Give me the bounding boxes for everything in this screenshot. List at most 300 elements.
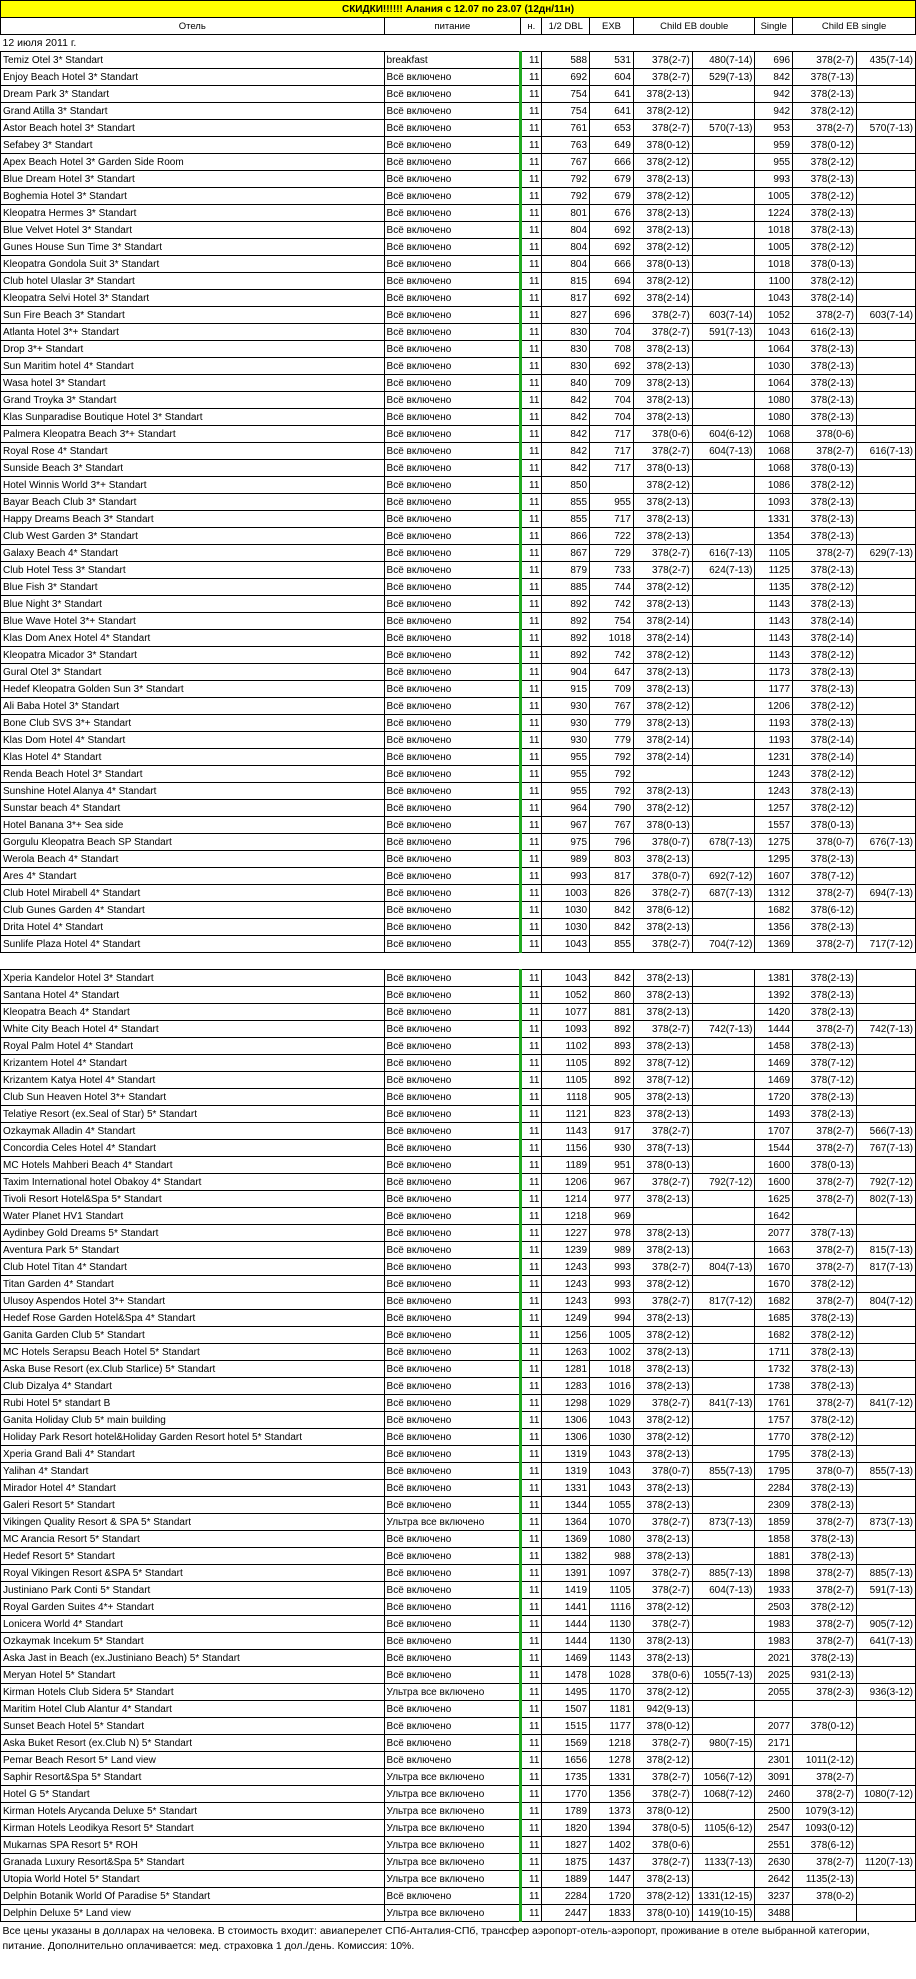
- single-price: 1193: [755, 732, 793, 749]
- child-eb-double-1: 378(2-7): [633, 1769, 692, 1786]
- child-eb-single-1: 378(2-12): [793, 239, 857, 256]
- nights: 11: [521, 1429, 542, 1446]
- child-eb-single-2: [857, 715, 916, 732]
- single-price: 1859: [755, 1514, 793, 1531]
- hotel-row: [1, 545, 916, 562]
- hotel-row: [1, 1293, 916, 1310]
- single-price: 1369: [755, 936, 793, 953]
- single-price: 1093: [755, 494, 793, 511]
- child-eb-single-2: [857, 732, 916, 749]
- exb-price: 717: [590, 511, 634, 528]
- hotel-row: [1, 1888, 916, 1905]
- dbl-price: 842: [542, 443, 590, 460]
- hotel-name: Yalihan 4* Standart: [1, 1463, 385, 1480]
- exb-price: 1720: [590, 1888, 634, 1905]
- child-eb-double-2: [692, 1718, 755, 1735]
- meal-plan: Всё включено: [384, 987, 521, 1004]
- single-price: 1080: [755, 392, 793, 409]
- hotel-row: [1, 1463, 916, 1480]
- child-eb-single-2: 1120(7-13): [857, 1854, 916, 1871]
- child-eb-double-1: 378(2-13): [633, 375, 692, 392]
- child-eb-single-1: [793, 1701, 857, 1718]
- exb-price: 893: [590, 1038, 634, 1055]
- nights: 11: [521, 86, 542, 103]
- child-eb-single-2: [857, 426, 916, 443]
- meal-plan: Всё включено: [384, 375, 521, 392]
- child-eb-double-1: 378(2-7): [633, 1259, 692, 1276]
- meal-plan: Всё включено: [384, 596, 521, 613]
- hotel-name: Ganita Garden Club 5* Standart: [1, 1327, 385, 1344]
- exb-price: 1018: [590, 1361, 634, 1378]
- exb-price: [590, 477, 634, 494]
- meal-plan: Всё включено: [384, 1599, 521, 1616]
- hotel-name: Club Sun Heaven Hotel 3*+ Standart: [1, 1089, 385, 1106]
- child-eb-double-1: 378(2-12): [633, 154, 692, 171]
- child-eb-double-1: 378(2-13): [633, 1361, 692, 1378]
- child-eb-double-2: 591(7-13): [692, 324, 755, 341]
- nights: 11: [521, 1157, 542, 1174]
- child-eb-single-2: [857, 1752, 916, 1769]
- child-eb-single-1: 378(2-13): [793, 851, 857, 868]
- child-eb-double-2: [692, 1871, 755, 1888]
- exb-price: 1030: [590, 1429, 634, 1446]
- nights: 11: [521, 1531, 542, 1548]
- nights: 11: [521, 324, 542, 341]
- child-eb-single-1: 378(0-7): [793, 1463, 857, 1480]
- child-eb-single-1: 378(2-14): [793, 630, 857, 647]
- child-eb-double-2: [692, 256, 755, 273]
- dbl-price: 1256: [542, 1327, 590, 1344]
- hotel-row: [1, 1038, 916, 1055]
- child-eb-single-1: 378(2-12): [793, 1429, 857, 1446]
- exb-price: 1028: [590, 1667, 634, 1684]
- single-price: 1898: [755, 1565, 793, 1582]
- hotel-row: [1, 426, 916, 443]
- hotel-row: [1, 1089, 916, 1106]
- child-eb-single-2: [857, 630, 916, 647]
- nights: 11: [521, 970, 542, 987]
- exb-price: 951: [590, 1157, 634, 1174]
- meal-plan: Всё включено: [384, 1259, 521, 1276]
- exb-price: 1170: [590, 1684, 634, 1701]
- nights: 11: [521, 613, 542, 630]
- child-eb-single-2: [857, 69, 916, 86]
- exb-price: 679: [590, 171, 634, 188]
- meal-plan: Всё включено: [384, 919, 521, 936]
- hotel-row: [1, 987, 916, 1004]
- nights: 11: [521, 562, 542, 579]
- child-eb-double-1: 378(2-7): [633, 1123, 692, 1140]
- child-eb-single-1: 378(2-14): [793, 613, 857, 630]
- child-eb-double-2: [692, 715, 755, 732]
- single-price: 1030: [755, 358, 793, 375]
- single-price: 1257: [755, 800, 793, 817]
- col-child-eb-double: Child EB double: [633, 18, 755, 35]
- single-price: 1711: [755, 1344, 793, 1361]
- child-eb-double-1: 378(2-13): [633, 664, 692, 681]
- child-eb-double-2: [692, 1191, 755, 1208]
- nights: 11: [521, 375, 542, 392]
- separator-cell: [1, 953, 916, 970]
- hotel-row: [1, 1837, 916, 1854]
- nights: 11: [521, 1650, 542, 1667]
- single-price: 1100: [755, 273, 793, 290]
- hotel-name: Hotel Banana 3*+ Sea side: [1, 817, 385, 834]
- exb-price: 790: [590, 800, 634, 817]
- child-eb-double-2: [692, 477, 755, 494]
- exb-price: 955: [590, 494, 634, 511]
- nights: 11: [521, 1854, 542, 1871]
- child-eb-double-2: [692, 1803, 755, 1820]
- hotel-row: [1, 596, 916, 613]
- child-eb-double-2: 817(7-12): [692, 1293, 755, 1310]
- nights: 11: [521, 1667, 542, 1684]
- child-eb-double-1: 378(2-13): [633, 1242, 692, 1259]
- nights: 11: [521, 528, 542, 545]
- hotel-row: [1, 732, 916, 749]
- nights: 11: [521, 1412, 542, 1429]
- nights: 11: [521, 1123, 542, 1140]
- nights: 11: [521, 1259, 542, 1276]
- child-eb-single-2: [857, 1157, 916, 1174]
- child-eb-double-2: [692, 273, 755, 290]
- child-eb-double-1: 378(2-14): [633, 613, 692, 630]
- dbl-price: 1331: [542, 1480, 590, 1497]
- child-eb-single-2: [857, 1497, 916, 1514]
- meal-plan: Всё включено: [384, 1157, 521, 1174]
- dbl-price: 804: [542, 222, 590, 239]
- hotel-row: [1, 1701, 916, 1718]
- child-eb-single-2: 873(7-13): [857, 1514, 916, 1531]
- child-eb-double-1: 378(2-14): [633, 749, 692, 766]
- child-eb-single-2: [857, 1344, 916, 1361]
- hotel-name: Ali Baba Hotel 3* Standart: [1, 698, 385, 715]
- meal-plan: Всё включено: [384, 137, 521, 154]
- child-eb-single-2: [857, 1820, 916, 1837]
- meal-plan: Всё включено: [384, 69, 521, 86]
- exb-price: 842: [590, 970, 634, 987]
- hotel-name: Ozkaymak Incekum 5* Standart: [1, 1633, 385, 1650]
- exb-price: 1402: [590, 1837, 634, 1854]
- child-eb-single-2: [857, 1701, 916, 1718]
- nights: 11: [521, 1735, 542, 1752]
- child-eb-double-2: 1068(7-12): [692, 1786, 755, 1803]
- child-eb-double-2: [692, 1616, 755, 1633]
- child-eb-single-2: [857, 273, 916, 290]
- child-eb-double-2: 570(7-13): [692, 120, 755, 137]
- dbl-price: 1003: [542, 885, 590, 902]
- single-price: 955: [755, 154, 793, 171]
- child-eb-single-2: [857, 1599, 916, 1616]
- child-eb-single-1: 378(0-13): [793, 256, 857, 273]
- child-eb-double-1: [633, 1208, 692, 1225]
- child-eb-single-1: 378(2-13): [793, 1480, 857, 1497]
- child-eb-single-2: [857, 511, 916, 528]
- nights: 11: [521, 987, 542, 1004]
- child-eb-double-2: [692, 970, 755, 987]
- exb-price: 1005: [590, 1327, 634, 1344]
- child-eb-double-2: [692, 1157, 755, 1174]
- child-eb-double-1: 378(2-13): [633, 1378, 692, 1395]
- child-eb-single-1: 378(2-13): [793, 511, 857, 528]
- child-eb-double-1: 378(2-7): [633, 562, 692, 579]
- hotel-name: Grand Atilla 3* Standart: [1, 103, 385, 120]
- child-eb-double-1: 378(2-7): [633, 1174, 692, 1191]
- hotel-row: [1, 1225, 916, 1242]
- child-eb-double-2: [692, 1106, 755, 1123]
- child-eb-double-1: 378(2-13): [633, 222, 692, 239]
- child-eb-double-2: [692, 1310, 755, 1327]
- meal-plan: Всё включено: [384, 1123, 521, 1140]
- exb-price: 1016: [590, 1378, 634, 1395]
- single-price: 1469: [755, 1072, 793, 1089]
- nights: 11: [521, 392, 542, 409]
- hotel-name: Telatiye Resort (ex.Seal of Star) 5* Standart: [1, 1106, 385, 1123]
- single-price: 1707: [755, 1123, 793, 1140]
- child-eb-single-1: 378(2-7): [793, 1786, 857, 1803]
- child-eb-double-2: 704(7-12): [692, 936, 755, 953]
- nights: 11: [521, 477, 542, 494]
- hotel-row: [1, 392, 916, 409]
- child-eb-double-2: 480(7-14): [692, 52, 755, 69]
- hotel-name: Werola Beach 4* Standart: [1, 851, 385, 868]
- meal-plan: Всё включено: [384, 1548, 521, 1565]
- hotel-row: [1, 171, 916, 188]
- dbl-price: 840: [542, 375, 590, 392]
- hotel-row: [1, 273, 916, 290]
- child-eb-double-2: [692, 1633, 755, 1650]
- child-eb-single-1: 378(2-12): [793, 800, 857, 817]
- dbl-price: 1105: [542, 1055, 590, 1072]
- child-eb-double-2: [692, 1429, 755, 1446]
- child-eb-double-2: 1056(7-12): [692, 1769, 755, 1786]
- meal-plan: Всё включено: [384, 579, 521, 596]
- hotel-row: [1, 1582, 916, 1599]
- exb-price: 792: [590, 783, 634, 800]
- exb-price: 729: [590, 545, 634, 562]
- hotel-name: Royal Rose 4* Standart: [1, 443, 385, 460]
- dbl-price: 830: [542, 324, 590, 341]
- single-price: 1135: [755, 579, 793, 596]
- dbl-price: 2447: [542, 1905, 590, 1922]
- nights: 11: [521, 919, 542, 936]
- child-eb-single-1: 378(2-13): [793, 528, 857, 545]
- hotel-name: Royal Vikingen Resort &SPA 5* Standart: [1, 1565, 385, 1582]
- single-price: 2309: [755, 1497, 793, 1514]
- hotel-name: Bayar Beach Club 3* Standart: [1, 494, 385, 511]
- child-eb-double-1: 378(2-12): [633, 1429, 692, 1446]
- child-eb-double-1: 378(2-7): [633, 1293, 692, 1310]
- child-eb-double-1: 378(2-13): [633, 1497, 692, 1514]
- dbl-price: 1444: [542, 1616, 590, 1633]
- meal-plan: Всё включено: [384, 1174, 521, 1191]
- child-eb-single-1: 378(2-7): [793, 443, 857, 460]
- hotel-name: Hedef Rose Garden Hotel&Spa 4* Standart: [1, 1310, 385, 1327]
- single-price: 1243: [755, 783, 793, 800]
- exb-price: 742: [590, 596, 634, 613]
- child-eb-single-1: 378(2-12): [793, 647, 857, 664]
- nights: 11: [521, 1293, 542, 1310]
- col-exb: EXB: [590, 18, 634, 35]
- child-eb-double-2: [692, 341, 755, 358]
- child-eb-double-2: [692, 239, 755, 256]
- hotel-row: [1, 1633, 916, 1650]
- child-eb-double-1: 378(0-12): [633, 1718, 692, 1735]
- meal-plan: Всё включено: [384, 1191, 521, 1208]
- exb-price: 988: [590, 1548, 634, 1565]
- single-price: 1005: [755, 239, 793, 256]
- child-eb-single-1: 616(2-13): [793, 324, 857, 341]
- hotel-row: [1, 1072, 916, 1089]
- child-eb-single-2: [857, 851, 916, 868]
- nights: 11: [521, 307, 542, 324]
- child-eb-single-2: 717(7-12): [857, 936, 916, 953]
- child-eb-double-2: [692, 494, 755, 511]
- child-eb-single-1: 378(2-7): [793, 1259, 857, 1276]
- child-eb-single-1: 378(2-7): [793, 1616, 857, 1633]
- dbl-price: 866: [542, 528, 590, 545]
- nights: 11: [521, 1276, 542, 1293]
- exb-price: 754: [590, 613, 634, 630]
- child-eb-single-2: [857, 1225, 916, 1242]
- child-eb-single-2: [857, 358, 916, 375]
- meal-plan: Всё включено: [384, 511, 521, 528]
- nights: 11: [521, 1446, 542, 1463]
- meal-plan: Всё включено: [384, 1208, 521, 1225]
- nights: 11: [521, 1514, 542, 1531]
- child-eb-single-2: [857, 902, 916, 919]
- child-eb-double-1: 378(2-7): [633, 885, 692, 902]
- child-eb-single-2: 885(7-13): [857, 1565, 916, 1582]
- child-eb-double-1: 378(0-12): [633, 1803, 692, 1820]
- exb-price: 842: [590, 902, 634, 919]
- hotel-name: Dream Park 3* Standart: [1, 86, 385, 103]
- child-eb-single-1: 378(2-7): [793, 1021, 857, 1038]
- hotel-row: [1, 1667, 916, 1684]
- exb-price: 1018: [590, 630, 634, 647]
- child-eb-double-1: 378(2-12): [633, 1599, 692, 1616]
- hotel-name: Blue Wave Hotel 3*+ Standart: [1, 613, 385, 630]
- meal-plan: Всё включено: [384, 1582, 521, 1599]
- child-eb-single-2: [857, 1412, 916, 1429]
- child-eb-single-1: 378(2-13): [793, 715, 857, 732]
- child-eb-single-1: 378(7-12): [793, 1055, 857, 1072]
- child-eb-single-2: [857, 1480, 916, 1497]
- hotel-name: Klas Dom Hotel 4* Standart: [1, 732, 385, 749]
- hotel-name: Club Hotel Tess 3* Standart: [1, 562, 385, 579]
- child-eb-single-2: 804(7-12): [857, 1293, 916, 1310]
- child-eb-single-2: [857, 222, 916, 239]
- child-eb-double-1: 378(2-13): [633, 358, 692, 375]
- dbl-price: 1735: [542, 1769, 590, 1786]
- child-eb-single-2: [857, 1429, 916, 1446]
- hotel-name: Mirador Hotel 4* Standart: [1, 1480, 385, 1497]
- single-price: 1493: [755, 1106, 793, 1123]
- hotel-row: [1, 664, 916, 681]
- child-eb-single-2: [857, 494, 916, 511]
- hotel-row: [1, 715, 916, 732]
- hotel-row: [1, 1803, 916, 1820]
- nights: 11: [521, 1208, 542, 1225]
- dbl-price: 904: [542, 664, 590, 681]
- hotel-name: Water Planet HV1 Standart: [1, 1208, 385, 1225]
- child-eb-double-1: 378(2-13): [633, 1004, 692, 1021]
- nights: 11: [521, 766, 542, 783]
- exb-price: 823: [590, 1106, 634, 1123]
- nights: 11: [521, 783, 542, 800]
- dbl-price: 1239: [542, 1242, 590, 1259]
- hotel-row: [1, 1174, 916, 1191]
- dbl-price: 1121: [542, 1106, 590, 1123]
- child-eb-single-1: 378(2-13): [793, 1344, 857, 1361]
- hotel-name: Kleopatra Beach 4* Standart: [1, 1004, 385, 1021]
- child-eb-double-1: [633, 766, 692, 783]
- nights: 11: [521, 1548, 542, 1565]
- meal-plan: Всё включено: [384, 409, 521, 426]
- meal-plan: Всё включено: [384, 1276, 521, 1293]
- child-eb-double-2: 1419(10-15): [692, 1905, 755, 1922]
- child-eb-double-1: 378(0-6): [633, 1667, 692, 1684]
- single-price: 1420: [755, 1004, 793, 1021]
- exb-price: 1331: [590, 1769, 634, 1786]
- hotel-row: [1, 1327, 916, 1344]
- meal-plan: Всё включено: [384, 630, 521, 647]
- child-eb-single-1: 378(2-3): [793, 1684, 857, 1701]
- single-price: 1381: [755, 970, 793, 987]
- child-eb-single-2: 855(7-13): [857, 1463, 916, 1480]
- hotel-name: Sun Fire Beach 3* Standart: [1, 307, 385, 324]
- meal-plan: Всё включено: [384, 936, 521, 953]
- child-eb-single-2: [857, 613, 916, 630]
- nights: 11: [521, 511, 542, 528]
- dbl-price: 1283: [542, 1378, 590, 1395]
- child-eb-double-1: 378(2-7): [633, 1565, 692, 1582]
- dbl-price: 1030: [542, 919, 590, 936]
- child-eb-double-1: 378(2-13): [633, 1225, 692, 1242]
- child-eb-single-2: [857, 171, 916, 188]
- hotel-name: Atlanta Hotel 3*+ Standart: [1, 324, 385, 341]
- meal-plan: Всё включено: [384, 647, 521, 664]
- child-eb-single-2: [857, 970, 916, 987]
- child-eb-single-1: 378(2-12): [793, 1599, 857, 1616]
- dbl-price: 801: [542, 205, 590, 222]
- single-price: 1052: [755, 307, 793, 324]
- single-price: 2171: [755, 1735, 793, 1752]
- child-eb-double-1: 378(2-13): [633, 1089, 692, 1106]
- exb-price: 641: [590, 103, 634, 120]
- hotel-name: Galeri Resort 5* Standart: [1, 1497, 385, 1514]
- child-eb-double-1: 378(2-13): [633, 511, 692, 528]
- hotel-row: [1, 1684, 916, 1701]
- child-eb-double-2: 604(7-13): [692, 443, 755, 460]
- dbl-price: 850: [542, 477, 590, 494]
- hotel-row: [1, 103, 916, 120]
- meal-plan: Всё включено: [384, 1072, 521, 1089]
- child-eb-double-2: [692, 205, 755, 222]
- meal-plan: Ультра все включено: [384, 1786, 521, 1803]
- child-eb-double-2: [692, 1599, 755, 1616]
- exb-price: 641: [590, 86, 634, 103]
- child-eb-double-1: 378(0-13): [633, 1157, 692, 1174]
- meal-plan: Всё включено: [384, 1038, 521, 1055]
- dbl-price: 892: [542, 596, 590, 613]
- hotel-row: [1, 562, 916, 579]
- nights: 11: [521, 1225, 542, 1242]
- exb-price: 1043: [590, 1463, 634, 1480]
- nights: 11: [521, 1089, 542, 1106]
- exb-price: 708: [590, 341, 634, 358]
- child-eb-single-1: 378(2-13): [793, 1497, 857, 1514]
